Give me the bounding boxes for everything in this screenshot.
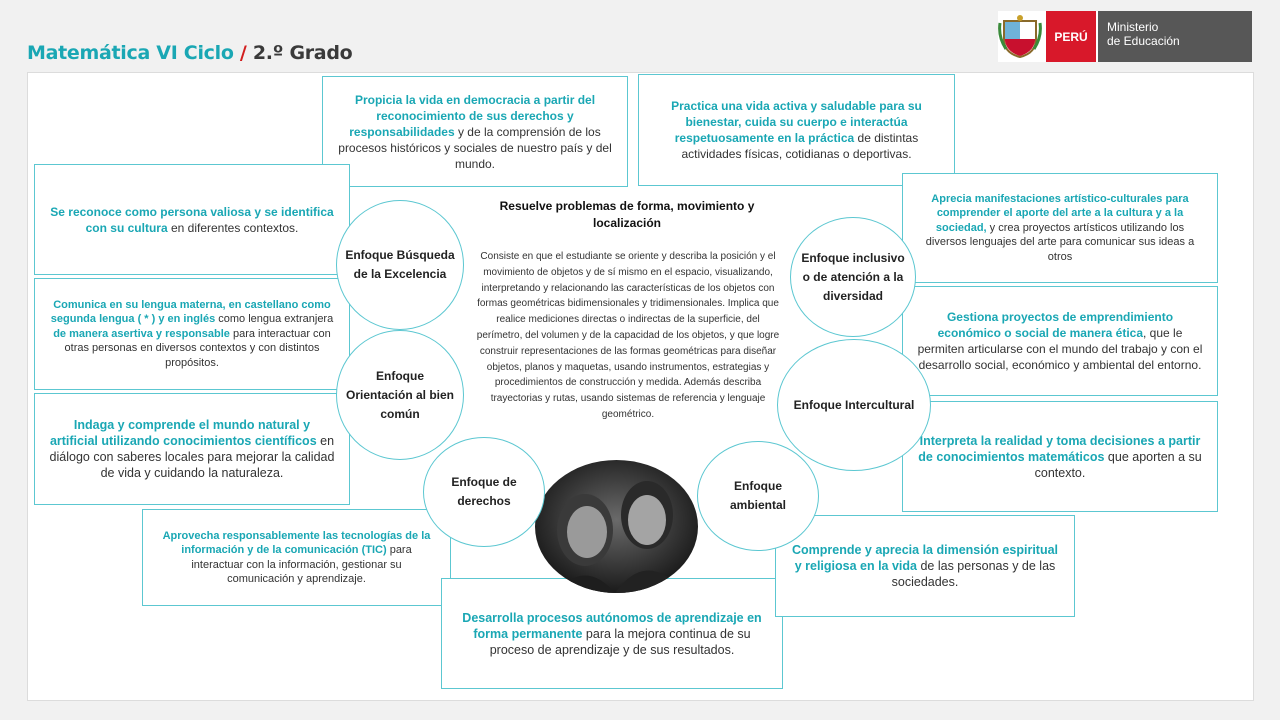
competency-highlight: Interpreta la realidad y toma decisiones a partir de conocimientos matemáticos [918, 433, 1201, 464]
competency-highlight: Propicia la vida en democracia a partir del reconocimiento de sus derechos y responsabilidades [349, 92, 596, 139]
competency-aprendizaje-autonomo [441, 578, 783, 689]
competency-text: para interactuar con la información, gestionar su comunicación y aprendizaje. [191, 544, 412, 585]
approach-ambiental: Enfoque ambiental [697, 441, 819, 551]
competency-text: en diferentes contextos. [167, 220, 299, 235]
competency-text: de las personas y de las sociedades. [891, 559, 1056, 589]
peru-label: PERÚ [1046, 11, 1096, 62]
competency-highlight: Se reconoce como persona valiosa y se identifica con su cultura [50, 204, 334, 235]
ministry-line2: de Educación [1107, 34, 1180, 48]
competency-highlight: Desarrolla procesos autónomos de aprendizaje en forma permanente [462, 610, 762, 641]
competency-espiritual [775, 515, 1075, 617]
competency-text: , que le permiten articularse con el mundo del trabajo y con el desarrollo social, económico y ambiental del entorno. [917, 326, 1203, 372]
approach-orientacion-bien-comun: Enfoque Orientación al bien común [336, 330, 464, 460]
competency-arte [902, 173, 1218, 283]
title-main: Matemática VI Ciclo [27, 42, 234, 64]
competency-text: y crea proyectos artísticos utilizando los diversos lenguajes del arte para comunicar sus ideas a otros [925, 221, 1195, 263]
competency-indaga [34, 393, 350, 505]
competency-highlight-2: de manera asertiva y responsable [53, 327, 230, 340]
competency-text: de distintas actividades físicas, cotidianas o deportivas. [681, 131, 919, 161]
competency-text: como lengua extranjera [215, 313, 334, 326]
competency-highlight: Practica una vida activa y saludable para su bienestar, cuida su cuerpo e interactúa respetuosamente en la práctica [671, 99, 922, 145]
competency-highlight: Aprovecha responsablemente las tecnologías de la información y de la comunicación (TIC) [162, 529, 431, 556]
competency-text: que aporten a su contexto. [1034, 449, 1202, 480]
title-separator: / [233, 42, 253, 64]
ministry-label [1098, 11, 1252, 62]
competency-vida-saludable [638, 74, 955, 186]
competency-matematicos [902, 401, 1218, 512]
coat-of-arms-icon [998, 13, 1042, 59]
competency-text: y de la comprensión de los procesos históricos y sociales de nuestro país y del mundo. [338, 124, 612, 171]
competency-highlight: Aprecia manifestaciones artístico-culturales para comprender el aporte del arte a la cultura y a la sociedad, [931, 192, 1189, 234]
page-title [27, 42, 352, 64]
competency-highlight: Indaga y comprende el mundo natural y artificial utilizando conocimientos científicos [49, 418, 317, 448]
competency-persona-valiosa [34, 164, 350, 275]
competency-text: en diálogo con saberes locales para mejorar la calidad de vida y cuidando la naturaleza. [49, 434, 335, 480]
competency-tic [142, 509, 451, 606]
competency-highlight: Comprende y aprecia la dimensión espiritual y religiosa en la vida [791, 543, 1059, 573]
center-description: Consiste en que el estudiante se oriente y describa la posición y el movimiento de objetos y de sí mismo en el espacio, visualizando, interpretando y relacionando las características de los objetos con formas geométricas bidimensionales y tridimensionales. Implica que realice mediciones directas o indirectas de la superficie, del perímetro, del volumen y de la capacidad de los objetos, y que logre construir representaciones de las formas geométricas para diseñar objetos, planos y maquetas, usando instrumentos, estrategias y procedimientos de construcción y medida. Además describa trayectorias y rutas, usando sistemas de referencia y lenguaje geométrico. [476, 251, 780, 420]
approach-busqueda-excelencia: Enfoque Búsqueda de la Excelencia [336, 200, 464, 330]
approach-intercultural: Enfoque Intercultural [777, 339, 931, 471]
competency-highlight: Comunica en su lengua materna, en castellano como segunda lengua ( * ) y en inglés [50, 298, 331, 326]
competency-text: para la mejora continua de su proceso de aprendizaje y de sus resultados. [489, 626, 751, 657]
competency-highlight: Gestiona proyectos de emprendimiento económico o social de manera ética [937, 310, 1174, 340]
center-title: Resuelve problemas de forma, movimiento y localización [499, 199, 755, 230]
title-grade: 2.º Grado [252, 42, 353, 64]
competency-emprendimiento [902, 286, 1218, 396]
competency-lengua [34, 278, 350, 390]
competency-democracia [322, 76, 628, 187]
competency-text-2: para interactuar con otras personas en diversos contextos y con distintos propósitos. [64, 327, 331, 369]
students-photo [535, 460, 698, 593]
approach-inclusivo: Enfoque inclusivo o de atención a la diversidad [790, 217, 916, 337]
approach-derechos: Enfoque de derechos [423, 437, 545, 547]
ministry-line1: Ministerio [1107, 20, 1159, 34]
